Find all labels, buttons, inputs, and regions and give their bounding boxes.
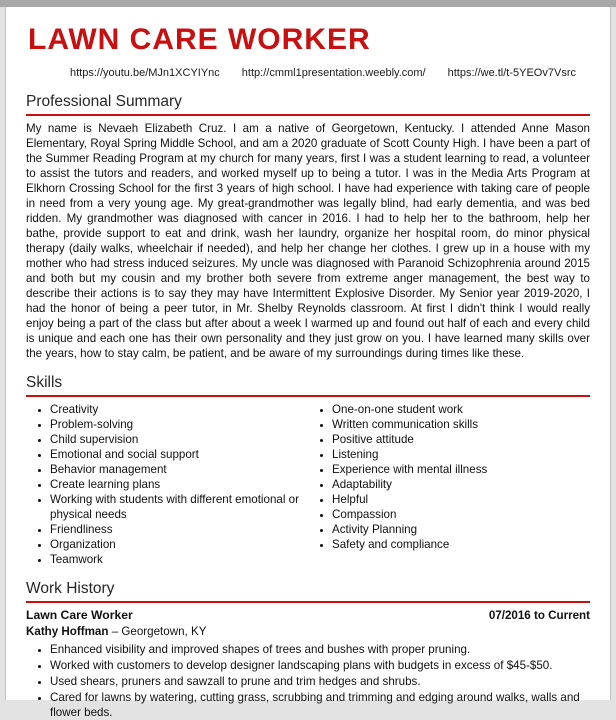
employer-name: Kathy Hoffman <box>26 625 108 638</box>
skill-item: • Create learning plans <box>50 477 308 492</box>
professional-summary-text: My name is Nevaeh Elizabeth Cruz. I am a native of Georgetown, Kentucky. I attended Anne Mason Elementary, Royal Spring Middle School, and am a 2020 graduate of Scott County High. I have been a part of the Summer Reading Program at my church for many years, first I was a student learning to read, a volunteer to assist the tutors and readers, and worked myself up to being a tutor. I was in the Media Arts Program at Elkhorn Crossing School for the first 3 years of high school. I have had experience with taking care of people in need from a very young age. My great-grandmother was legally blind, had early dementia, and was bed ridden. My grandmother was diagnosed with cancer in 2016. I had to help her to the bathroom, help her bathe, provide support to eat and drink, wash her laundry, organize her hospital room, do minor physical therapy (daily walks, wheelchair if needed), and help her change her clothes. I grew up in a house with my mother who had stress induced seizures. My uncle was diagnosed with Paranoid Schizophrenia around 2015 and both but my cousin and my brother both severe from extreme anger management, the best way to describe their actions is to say they may have Intermittent Explosive Disorder. My Senior year 2019-2020, I had the honor of being a peer tutor, in Mr. Shelby Reynolds classroom. At first I didn't think I would really enjoy being a part of the class but after about a week I warmed up and found out half of each and every child is unique and each one has their own personality and they just grow on you. I have learned many skills over the years, how to stay calm, be patient, and be aware of my surroundings during times like these. <box>26 121 590 361</box>
skill-item: • Adaptability <box>332 477 590 492</box>
skill-item: • One-on-one student work <box>332 402 590 417</box>
skill-item: • Compassion <box>332 507 590 522</box>
link-youtube[interactable]: https://youtu.be/MJn1XCYIYnc <box>70 67 220 80</box>
links-row <box>26 57 590 80</box>
skill-item: • Listening <box>332 447 590 462</box>
skill-item: • Activity Planning <box>332 522 590 537</box>
employer-location: – Georgetown, KY <box>112 625 207 638</box>
job-bullet: • Used shears, pruners and sawzall to prune and trim hedges and shrubs. <box>50 674 590 689</box>
skills-columns <box>26 402 590 567</box>
section-heading-professional-summary: Professional Summary <box>26 93 590 111</box>
skill-item: • Teamwork <box>50 552 308 567</box>
skill-item: • Creativity <box>50 402 308 417</box>
skill-item: • Positive attitude <box>332 432 590 447</box>
link-wetransfer[interactable]: https://we.tl/t-5YEOv7Vsrc <box>448 67 576 80</box>
skill-item: • Problem-solving <box>50 417 308 432</box>
skill-item: • Friendliness <box>50 522 308 537</box>
skill-item: • Experience with mental illness <box>332 462 590 477</box>
job-bullets-list <box>26 642 590 720</box>
section-divider-skills <box>26 395 590 397</box>
skill-item: • Organization <box>50 537 308 552</box>
skill-item: • Emotional and social support <box>50 447 308 462</box>
resume-title: LAWN CARE WORKER <box>28 23 590 57</box>
resume-page <box>5 7 611 700</box>
skill-item: • Working with students with different emotional or physical needs <box>50 492 308 522</box>
section-heading-skills: Skills <box>26 374 590 392</box>
skills-list-right <box>308 402 590 567</box>
job-bullet: • Enhanced visibility and improved shapes of trees and bushes with proper pruning. <box>50 642 590 657</box>
skill-item: • Child supervision <box>50 432 308 447</box>
skills-list-left <box>26 402 308 567</box>
job-header <box>26 608 590 623</box>
top-bar <box>0 0 616 7</box>
section-heading-work-history: Work History <box>26 580 590 598</box>
employer-line <box>26 624 590 639</box>
job-bullet: • Cared for lawns by watering, cutting grass, scrubbing and trimming and edging around walks, walls and flower beds. <box>50 690 590 720</box>
link-weebly-presentation[interactable]: http://cmml1presentation.weebly.com/ <box>242 67 426 80</box>
job-dates: 07/2016 to Current <box>489 608 590 623</box>
skill-item: • Helpful <box>332 492 590 507</box>
skill-item: • Behavior management <box>50 462 308 477</box>
job-bullet: • Worked with customers to develop designer landscaping plans with budgets in excess of $45-$50. <box>50 658 590 673</box>
job-title: Lawn Care Worker <box>26 608 133 623</box>
section-divider-work-history <box>26 601 590 603</box>
section-divider-professional-summary <box>26 114 590 116</box>
skill-item: • Written communication skills <box>332 417 590 432</box>
skill-item: • Safety and compliance <box>332 537 590 552</box>
